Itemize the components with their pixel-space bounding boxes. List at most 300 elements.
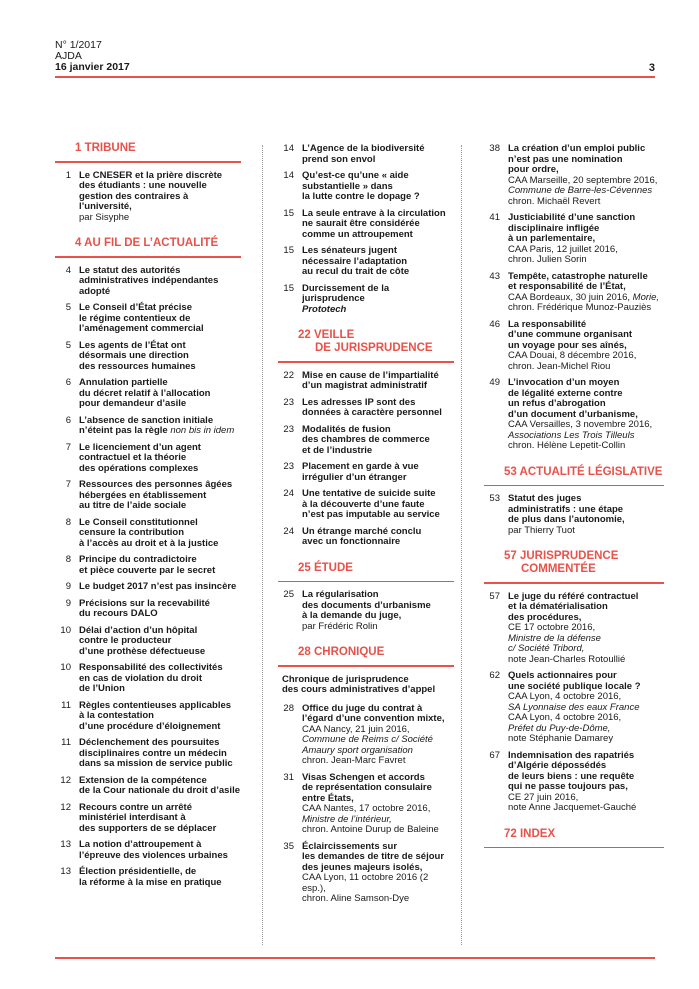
entry-text: [79, 303, 241, 335]
page-ref: 11: [61, 699, 71, 711]
entry-title: Le juge du référé contractuel: [508, 590, 639, 602]
page-ref: 28: [283, 702, 294, 714]
entry-text: [302, 398, 454, 419]
page-ref: 10: [60, 624, 71, 636]
toc-entry: [55, 626, 241, 658]
entry-title: Les adresses IP sont des: [302, 396, 416, 408]
section-rule: [55, 256, 241, 258]
entry-line: [302, 537, 454, 548]
page-ref: 13: [60, 866, 71, 877]
entry-line: [302, 155, 454, 166]
entry-title: le régime contentieux de: [79, 312, 191, 324]
entry-title: les demandes de titre de séjour: [302, 851, 445, 862]
entry-line: [302, 510, 454, 521]
toc-entry: [484, 671, 664, 745]
entry-line: [508, 655, 664, 666]
entry-source: chron. Jean-Michel Riou: [508, 360, 611, 372]
entry-text: [302, 171, 454, 203]
entry-title: Déclenchement des poursuites: [79, 737, 220, 748]
entry-title: n’éteint pas la règle: [79, 425, 171, 436]
page-ref: 46: [489, 318, 500, 330]
entry-line: [508, 362, 664, 373]
toc-entry: [55, 480, 241, 512]
page-ref: 15: [283, 245, 294, 256]
entry-title: administratifs : une étape: [508, 503, 624, 515]
toc-entry: [55, 266, 241, 298]
entry-line: [508, 734, 664, 745]
entry-text: [508, 320, 664, 373]
entry-title: avec un fonctionnaire: [302, 536, 401, 547]
page-header: [55, 40, 655, 73]
entry-line: [302, 408, 454, 419]
toc-entry: [278, 842, 454, 905]
entry-title: Principe du contradictoire: [79, 554, 197, 565]
toc-entry: [55, 776, 241, 797]
entry-line: [79, 566, 241, 577]
section-rule: [278, 665, 454, 667]
entry-text: [508, 272, 664, 314]
page-ref: 23: [283, 396, 294, 408]
entry-source: CAA Lyon, 4 octobre 2016,: [508, 712, 622, 723]
section-rule: [484, 582, 664, 584]
entry-title: l’égard d’une convention mixte,: [302, 713, 445, 724]
entry-title: Modalités de fusion: [302, 423, 391, 435]
entry-text: [79, 663, 241, 695]
toc-entry: [278, 425, 454, 457]
entry-title: Délai d’action d’un hôpital: [79, 624, 198, 636]
section-rule: [484, 485, 664, 487]
entry-line: [79, 609, 241, 620]
entry-text: [79, 582, 241, 593]
page-ref: 7: [65, 479, 71, 490]
entry-line: [508, 441, 664, 452]
entry-text: [79, 378, 241, 410]
page-ref: 14: [283, 143, 294, 154]
toc-entry: [278, 246, 454, 278]
entry-title: des chambres de commerce: [302, 434, 430, 445]
toc-entry: [55, 555, 241, 576]
entry-title: des ressources humaines: [79, 360, 196, 372]
entry-line: [302, 230, 454, 241]
entry-line: [302, 192, 454, 203]
entry-line: [79, 851, 241, 862]
entry-title: des opérations complexes: [79, 462, 199, 474]
entry-line: [79, 287, 241, 298]
entry-line: [79, 399, 241, 410]
entry-italic: Préfet du Puy-de-Dôme,: [508, 722, 611, 734]
entry-text: [302, 527, 454, 548]
page-ref: 24: [283, 525, 294, 537]
entry-line: [302, 756, 454, 767]
entry-title: La seule entrave à la circulation: [302, 207, 446, 219]
page-ref: 15: [283, 207, 294, 219]
entry-title: l’épreuve des violences urbaines: [79, 849, 228, 861]
entry-title: Visas Schengen et accords: [302, 771, 425, 783]
entry-line: [302, 622, 454, 633]
page-ref: 4: [65, 264, 71, 276]
entry-title: Le statut des autorités: [79, 264, 181, 276]
page-ref: 12: [60, 801, 71, 813]
entry-italic: Commune de Reims c/ Société: [302, 734, 433, 745]
entry-title: Une tentative de suicide suite: [302, 488, 436, 499]
entry-italic: SA Lyonnaise des eaux France: [508, 701, 640, 713]
page-ref: 49: [489, 377, 500, 388]
entry-title: L’Agence de la biodiversité: [302, 143, 425, 154]
toc-entry: [55, 663, 241, 695]
entry-title: à l’accès au droit et à la justice: [79, 537, 219, 549]
entry-source: chron. Hélène Lepetit-Collin: [508, 440, 626, 451]
entry-title: Les agents de l’État ont: [79, 339, 186, 351]
entry-title: de plus dans l’autonomie,: [508, 514, 625, 525]
page-ref: 13: [60, 839, 71, 850]
toc-entry: [55, 867, 241, 888]
entry-title: de l’Union: [79, 683, 125, 694]
entry-source: par Sisyphe: [79, 211, 130, 223]
entry-title: à la demande du juge,: [302, 610, 402, 621]
toc-entry: [55, 518, 241, 550]
page-ref: 5: [65, 302, 71, 313]
entry-line: [79, 824, 241, 835]
entry-title: ministériel interdisant à: [79, 812, 186, 823]
entry-text: [508, 378, 664, 452]
entry-title: Recours contre un arrêté: [79, 801, 192, 813]
entry-title: une société publique locale ?: [508, 680, 641, 692]
entry-title: L’invocation d’un moyen: [508, 377, 620, 388]
header-rule: [55, 76, 655, 78]
entry-text: [79, 599, 241, 620]
toc-entry: [55, 701, 241, 733]
section-rule: [484, 847, 664, 849]
entry-text: [508, 213, 664, 266]
entry-text: [79, 518, 241, 550]
toc-entry: [484, 213, 664, 266]
toc-entry: [278, 704, 454, 767]
toc-entry: [484, 272, 664, 314]
entry-title: prend son envol: [302, 153, 376, 165]
toc-entry: [278, 284, 454, 316]
footer-rule: [55, 957, 655, 959]
page-ref: 8: [65, 554, 71, 565]
entry-source: CAA Versailles, 3 novembre 2016,: [508, 419, 653, 430]
entry-source: CAA Nancy, 21 juin 2016,: [302, 723, 410, 735]
entry-text: [79, 171, 241, 224]
page-ref: 15: [283, 282, 294, 294]
toc-entry: [55, 738, 241, 770]
entry-text: [302, 590, 454, 632]
toc-entry: [278, 590, 454, 632]
entry-line: [79, 539, 241, 550]
entry-title: Règles contentieuses applicables: [79, 699, 232, 711]
page-ref: 5: [65, 339, 71, 351]
entry-text: [508, 494, 664, 536]
entry-italic: Associations Les Trois Tilleuls: [508, 429, 635, 441]
section-subtitle-line: Chronique de jurisprudence: [282, 673, 409, 685]
entry-title: Quels actionnaires pour: [508, 670, 617, 681]
entry-title: un refus d’abrogation: [508, 398, 606, 409]
entry-title: substantielle » dans: [302, 180, 393, 192]
entry-title: n’est pas une nomination: [508, 153, 623, 165]
entry-line: [302, 305, 454, 316]
page-ref: 12: [60, 774, 71, 786]
entry-source: chron. Antoine Durup de Baleine: [302, 824, 439, 835]
toc-entry: [484, 751, 664, 814]
entry-title: ne saurait être considérée: [302, 218, 420, 229]
entry-line: [79, 213, 241, 224]
entry-text: [302, 284, 454, 316]
toc-entry: [484, 144, 664, 207]
entry-line: [79, 878, 241, 889]
entry-title: Le Conseil constitutionnel: [79, 516, 198, 528]
entry-title: du recours DALO: [79, 608, 158, 619]
entry-title: désormais une direction: [79, 350, 189, 361]
page-ref: 43: [489, 270, 500, 282]
entry-title: au recul du trait de côte: [302, 266, 410, 277]
entry-title: de légalité externe contre: [508, 387, 623, 399]
entry-text: [79, 341, 241, 373]
entry-title: de la Cour nationale du droit d’asile: [79, 785, 240, 796]
section-heading-line: 53 ACTUALITÉ LÉGISLATIVE: [504, 465, 663, 478]
page-ref: 24: [283, 488, 294, 499]
entry-title: en cas de violation du droit: [79, 672, 202, 684]
entry-source: CE 17 octobre 2016,: [508, 622, 596, 633]
entry-title: à la découverte d’une faute: [302, 498, 425, 510]
entry-title: Élection présidentielle, de: [79, 866, 197, 877]
section-heading-line: 4 AU FIL DE L’ACTUALITÉ: [75, 237, 219, 249]
entry-title: de représentation consulaire: [302, 782, 432, 793]
entry-title: d’une commune organisant: [508, 329, 633, 340]
entry-italic: Ministre de la défense: [508, 632, 601, 644]
entry-title: Ressources des personnes âgées: [79, 479, 233, 490]
entry-source: CAA Bordeaux, 30 juin 2016,: [508, 291, 633, 303]
entry-title: Justiciabilité d’une sanction: [508, 212, 636, 223]
section-heading-line: 25 ÉTUDE: [298, 561, 353, 574]
section-heading: [484, 550, 664, 576]
entry-title: administratives indépendantes: [79, 275, 219, 286]
journal-name: AJDA: [55, 50, 82, 62]
column-separator: [262, 145, 263, 945]
toc-entry: [55, 171, 241, 224]
entry-source: note Stéphanie Damarey: [508, 733, 614, 744]
entry-line: [508, 255, 664, 266]
entry-text: [302, 704, 454, 767]
entry-italic: Prototech: [302, 303, 347, 315]
entry-text: [79, 443, 241, 475]
entry-title: Indemnisation des rapatriés: [508, 749, 635, 761]
entry-italic: Ministre de l’intérieur,: [302, 813, 392, 825]
entry-text: [79, 867, 241, 888]
toc-entry: [278, 527, 454, 548]
toc-entry: [55, 341, 241, 373]
entry-title: Annulation partielle: [79, 377, 168, 388]
entry-title: données à caractère personnel: [302, 407, 442, 418]
toc-entry: [484, 378, 664, 452]
page-ref: 8: [65, 516, 71, 528]
entry-line: [79, 722, 241, 733]
entry-title: Un étrange marché conclu: [302, 525, 422, 537]
entry-title: contre le producteur: [79, 635, 172, 646]
entry-source: CAA Lyon, 11 octobre 2016 (2 esp.),: [302, 872, 429, 894]
section-heading: [278, 562, 454, 575]
entry-text: [79, 840, 241, 861]
entry-title: d’une procédure d’éloignement: [79, 720, 221, 732]
entry-title: du décret relatif à l’allocation: [79, 387, 211, 399]
entry-title: d’un magistrat administratif: [302, 380, 428, 391]
column-separator: [461, 145, 462, 945]
entry-text: [302, 246, 454, 278]
section-subtitle-line: des cours administratives d’appel: [282, 684, 436, 695]
entry-line: [508, 303, 664, 314]
toc-entry: [55, 599, 241, 620]
entry-source: chron. Frédérique Munoz-Pauziès: [508, 302, 652, 313]
entry-title: des documents d’urbanisme: [302, 599, 431, 611]
section-heading: [484, 466, 664, 479]
entry-title: la lutte contre le dopage ?: [302, 191, 420, 202]
entry-line: [79, 786, 241, 797]
entry-title: adopté: [79, 285, 111, 297]
section-rule: [55, 161, 241, 163]
entry-line: [302, 267, 454, 278]
entry-title: des supporters de se déplacer: [79, 822, 217, 834]
entry-text: [302, 144, 454, 165]
toc-entry: [55, 582, 241, 593]
page-ref: 6: [65, 377, 71, 388]
page-ref: 35: [283, 840, 294, 852]
entry-title: Tempête, catastrophe naturelle: [508, 270, 648, 282]
entry-title: contractuel et la théorie: [79, 452, 187, 463]
page-ref: 25: [283, 589, 294, 600]
entry-text: [302, 425, 454, 457]
issue-date: 16 janvier 2017: [55, 61, 130, 73]
entry-source: CE 27 juin 2016,: [508, 791, 579, 803]
entry-source: note Anne Jacquemet-Gauché: [508, 802, 637, 813]
page-number: 3: [648, 62, 655, 74]
issue-number: N° 1/2017: [55, 39, 102, 51]
entry-title: irrégulier d’un étranger: [302, 471, 407, 483]
entry-text: [302, 489, 454, 521]
entry-source: chron. Jean-Marc Favret: [302, 755, 406, 766]
entry-title: d’un document d’urbanisme,: [508, 408, 638, 420]
entry-title: Précisions sur la recevabilité: [79, 597, 210, 609]
entry-text: [302, 209, 454, 241]
entry-title: Responsabilité des collectivités: [79, 662, 223, 673]
entry-title: un voyage pour ses aînés,: [508, 339, 627, 351]
entry-title: Durcissement de la jurisprudence: [302, 282, 390, 304]
entry-title: disciplinaires contre un médecin: [79, 747, 227, 759]
entry-source: par Frédéric Rolin: [302, 620, 378, 632]
entry-title: Éclaircissements sur: [302, 840, 398, 852]
entry-text: [302, 773, 454, 836]
entry-source: chron. Aline Samson-Dye: [302, 893, 410, 904]
page-ref: 9: [65, 597, 71, 609]
entry-title: et de l’industrie: [302, 444, 373, 456]
entry-line: [508, 803, 664, 814]
page-ref: 9: [65, 581, 71, 592]
page-ref: 14: [283, 170, 294, 181]
entry-title: des étudiants : une nouvelle: [79, 180, 207, 191]
entry-title: l’aménagement commercial: [79, 323, 204, 334]
section-heading-line: DE JURISPRUDENCE: [315, 342, 433, 354]
toc-entry: [55, 378, 241, 410]
entry-title: au titre de l’aide sociale: [79, 500, 187, 511]
entry-source: chron. Michaël Revert: [508, 195, 601, 207]
entry-title: Mise en cause de l’impartialité: [302, 369, 439, 381]
section-heading-line: 28 CHRONIQUE: [298, 646, 385, 658]
toc-entry: [278, 462, 454, 483]
entry-title: La création d’un emploi public: [508, 143, 646, 154]
page-ref: 57: [489, 590, 500, 602]
entry-line: [508, 526, 664, 537]
entry-line: [79, 362, 241, 373]
entry-title: hébergées en établissement: [79, 489, 207, 501]
entry-title: La régularisation: [302, 589, 379, 600]
entry-line: [302, 894, 454, 905]
entry-text: [508, 751, 664, 814]
entry-source: CAA Marseille, 20 septembre 2016,: [508, 174, 658, 186]
entry-title: Office du juge du contrat à: [302, 702, 423, 714]
entry-line: [79, 324, 241, 335]
entry-title: Statut des juges: [508, 493, 582, 504]
section-heading: [55, 237, 241, 250]
entry-text: [79, 416, 241, 437]
entry-source: CAA Lyon, 4 octobre 2016,: [508, 691, 622, 702]
entry-line: [508, 197, 664, 208]
entry-title: disciplinaire infligée: [508, 222, 600, 234]
toc-entry: [55, 303, 241, 335]
toc-entry: [55, 416, 241, 437]
entry-line: [79, 647, 241, 658]
entry-title: d’une prothèse défectueuse: [79, 645, 206, 657]
entry-italic: c/ Société Tribord,: [508, 643, 585, 654]
entry-line: [79, 684, 241, 695]
entry-title: Qu’est-ce qu’une « aide: [302, 170, 409, 181]
section-heading: [55, 142, 241, 155]
toc-entry: [278, 171, 454, 203]
toc-entry: [55, 803, 241, 835]
entry-line: [302, 873, 454, 894]
toc-entry: [278, 371, 454, 392]
entry-title: des procédures,: [508, 611, 582, 623]
entry-line: [302, 284, 454, 305]
page-ref: 53: [489, 493, 500, 504]
entry-line: [79, 582, 241, 593]
entry-line: [302, 825, 454, 836]
toc-entry: [278, 209, 454, 241]
entry-text: [302, 371, 454, 392]
entry-text: [79, 803, 241, 835]
toc-entry: [484, 592, 664, 666]
entry-title: et responsabilité de l’État,: [508, 281, 626, 292]
continued-entries: [278, 144, 454, 315]
toc-entry: [484, 320, 664, 373]
section-heading-line: 72 INDEX: [504, 827, 556, 840]
section-heading-line: 57 JURISPRUDENCE: [504, 550, 619, 562]
page-ref: 10: [60, 662, 71, 673]
entry-title: La notion d’attroupement à: [79, 839, 202, 850]
entry-text: [508, 671, 664, 745]
entry-title: l’université,: [79, 201, 132, 212]
entry-title: pour demandeur d’asile: [79, 398, 187, 409]
entry-title: et la dématérialisation: [508, 601, 608, 612]
entry-text: [302, 842, 454, 905]
entry-line: [302, 381, 454, 392]
entry-italic: Amaury sport organisation: [302, 744, 413, 756]
entry-line: [79, 759, 241, 770]
entry-text: [79, 738, 241, 770]
page-ref: 38: [489, 143, 500, 154]
entry-title: comme un attroupement: [302, 228, 413, 240]
entry-title: gestion des contraires à: [79, 190, 189, 202]
page-ref: 1: [65, 169, 71, 181]
